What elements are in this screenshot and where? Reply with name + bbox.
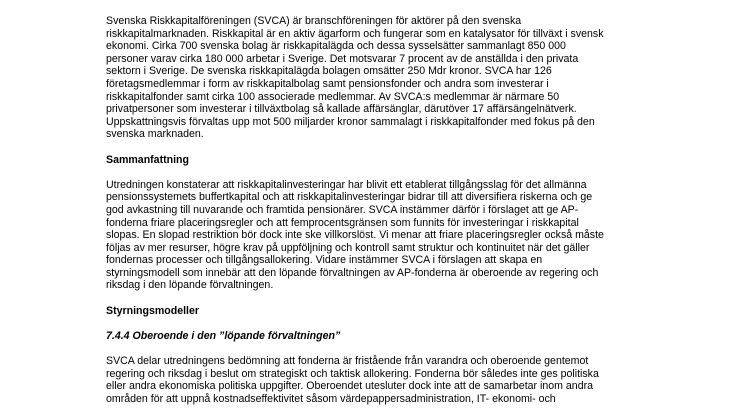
governance-heading: Styrningsmodeller (106, 304, 200, 317)
section-heading: 7.4.4 Oberoende i den ”löpande förvaltningen” (106, 329, 341, 342)
spacer (106, 166, 646, 179)
spacer (106, 141, 646, 154)
summary-paragraph: Utredningen konstaterar att riskkapitalinvesteringar har blivit ett etablerat tillgångsslag för det allmänna pensionssystemets buffertkapital och att riskkapitalinvesteringar bidrar till att diversifiera riskerna och ge god avkastning till nuvarande och framtida pensionärer. SVCA instämmer därför i förslaget att ge AP- fonderna friare placeringsregler och att femprocentsgränsen som funnits för investeringar i riskkapital slopas. En slopad restriktion bör dock inte ske villkorslöst. Vi menar att friare placeringsregler också måste följas av mer resurser, högre krav på uppföljning och kontroll samt struktur och kontinuitet när det gäller fondernas processer och tillgångsallokering. Vidare instämmer SVCA i förslagen att skapa en styrningsmodell som innebär att den löpande förvaltningen av AP-fonderna är oberoende av regering och riksdag i den löpande förvaltningen. (106, 178, 604, 292)
spacer (106, 317, 646, 330)
summary-heading: Sammanfattning (106, 153, 189, 166)
spacer (106, 342, 646, 355)
intro-paragraph: Svenska Riskkapitalföreningen (SVCA) är branschföreningen för aktörer på den svenska riskkapitalmarknaden. Riskkapital är en aktiv ägarform och fungerar som en katalysator för tillväxt i svensk ekonomi. Cirka 700 svenska bolag är riskkapitalägda och dessa sysselsätter sammanlagt 850 000 personer varav cirka 180 000 arbetar i Sverige. Det motsvarar 7 procent av de anställda i den privata sektorn i Sverige. De svenska riskkapitalägda bolagen omsätter 250 Mdr kronor. SVCA har 126 företagsmedlemmar i form av riskkapitalbolag samt pensionsfonder och andra som investerar i riskkapitalfonder samt cirka 100 associerade medlemmar. Av SVCA:s medlemmar är närmare 50 privatpersoner som investerar i tillväxtbolag så kallade affärsänglar, därutöver 17 affärsängelnätverk. Uppskattningsvis förvaltas upp mot 500 miljarder kronor sammalagt i riskkapitalfonder med fokus på den svenska marknaden. (106, 15, 604, 141)
spacer (106, 292, 646, 305)
document-page (106, 15, 646, 405)
section-paragraph: SVCA delar utredningens bedömning att fonderna är fristående från varandra och oberoende gentemot regering och riksdag i beslut om strategiskt och taktisk allokering. Fonderna bör således inte ges politiska eller andra ekonomiska politiska uppgifter. Oberoendet utesluter dock inte att de samarbetar inom andra områden för att uppnå kostnadseffektivitet såsom värdepappersadministration, IT- ekonomi- och (106, 355, 599, 405)
